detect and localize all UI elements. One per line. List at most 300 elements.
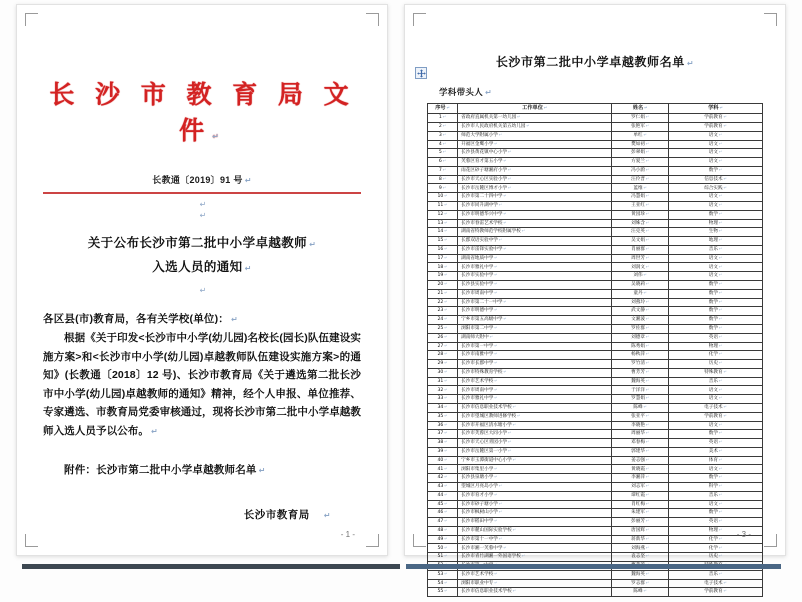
cell-mark: ↵ [503,298,507,304]
cell-name: 罗慧娟↵ [612,395,669,404]
cell-work-unit: 长沙市岳麓区博才小学↵ [458,184,612,193]
cell-mark: ↵ [508,149,512,155]
table-row[interactable] [428,474,763,483]
cell-mark: ↵ [444,342,448,348]
cell-mark: ↵ [498,131,503,137]
crop-mark-top-left [413,13,426,26]
cell-mark: ↵ [498,202,503,208]
cell-mark: ↵ [444,553,448,559]
table-row[interactable] [428,316,763,325]
cell-subject: 语文↵ [669,202,763,211]
blank-line [43,280,361,295]
cell-mark: ↵ [719,237,723,243]
cell-name: 朱建军↵ [612,509,669,518]
cell-mark: ↵ [442,149,447,155]
cell-index: 12↵ [428,210,458,219]
cell-index: 23↵ [428,307,458,316]
document-number [43,173,361,186]
table-row[interactable] [428,360,763,369]
table-row[interactable] [428,254,763,263]
cell-mark: ↵ [498,509,503,515]
cell-index: 38↵ [428,439,458,448]
cell-work-unit: 长沙市雷锋实验中学↵ [458,245,612,254]
cell-index: 34↵ [428,403,458,412]
table-row[interactable] [428,386,763,395]
cell-mark: ↵ [645,509,650,515]
table-move-handle-icon[interactable] [415,67,427,79]
cell-mark: ↵ [494,289,498,295]
cell-subject: 电子技术↵ [669,579,763,588]
table-column-header-3: 学科↵ [669,104,763,114]
cell-mark: ↵ [719,166,723,172]
cell-work-unit: 长沙市实验中学↵ [458,272,612,281]
cell-index: 14↵ [428,228,458,237]
cell-mark: ↵ [526,123,530,129]
cell-name: 刘伟↵ [612,272,669,281]
cell-mark: ↵ [444,281,448,287]
cell-subject: 语文↵ [669,193,763,202]
cell-mark: ↵ [444,237,448,243]
cell-subject: 学前教育↵ [669,412,763,421]
cell-mark: ↵ [645,114,650,120]
cell-index: 49↵ [428,535,458,544]
cell-index: 51↵ [428,553,458,562]
cell-mark: ↵ [494,491,498,497]
table-row[interactable] [428,588,763,597]
cell-name: 刘燕玲↵ [612,298,669,307]
cell-mark: ↵ [444,579,448,585]
table-row[interactable] [428,430,763,439]
cell-name: 刘海燕↵ [612,544,669,553]
cell-index: 15↵ [428,237,458,246]
cell-index: 54↵ [428,579,458,588]
table-row[interactable] [428,149,763,158]
table-row[interactable] [428,465,763,474]
cell-mark: ↵ [508,447,512,453]
cell-index: 20↵ [428,281,458,290]
crop-mark-bottom-left [413,534,426,547]
cell-mark: ↵ [494,263,498,269]
cell-mark: ↵ [444,254,448,260]
table-row[interactable] [428,298,763,307]
cell-mark: ↵ [543,105,548,110]
cell-mark: ↵ [643,184,647,190]
table-row[interactable] [428,272,763,281]
table-row[interactable] [428,237,763,246]
cell-work-unit: 省政府直属机关第一幼儿园↵ [458,114,612,123]
cell-name: 罗志群↵ [612,579,669,588]
cell-mark: ↵ [645,263,650,269]
cell-index: 50↵ [428,544,458,553]
issuer-signature-text: 长沙市教育局 [243,509,310,521]
cell-mark: ↵ [444,518,448,524]
table-row[interactable] [428,158,763,167]
bottom-bar-left [22,564,400,569]
cell-work-unit: 长沙县泉塘小学↵ [458,474,612,483]
table-row[interactable] [428,395,763,404]
cell-mark: ↵ [645,202,650,208]
cell-index: 30↵ [428,368,458,377]
cell-mark: ↵ [723,588,727,594]
table-row[interactable] [428,377,763,386]
cell-work-unit: 长沙市稻田中学↵ [458,518,612,527]
table-row[interactable] [428,289,763,298]
cell-mark: ↵ [723,114,727,120]
cell-name: 吴文娟↵ [612,237,669,246]
cell-mark: ↵ [645,210,650,216]
cell-mark: ↵ [444,483,448,489]
cell-mark: ↵ [645,193,650,199]
table-row[interactable] [428,193,763,202]
cell-subject: 英语↵ [669,518,763,527]
table-row[interactable] [428,570,763,579]
cell-work-unit: 长沙市砂子塘小学↵ [458,500,612,509]
cell-subject: 音乐↵ [669,570,763,579]
cell-name: 彭翠娟↵ [612,149,669,158]
cell-subject: 学前教育↵ [669,122,763,131]
cell-mark: ↵ [645,140,650,146]
table-row[interactable] [428,403,763,412]
table-row[interactable] [428,509,763,518]
cell-work-unit: 长沙市长郡中学↵ [458,360,612,369]
cell-index: 27↵ [428,342,458,351]
table-row[interactable] [428,175,763,184]
cell-mark: ↵ [503,368,507,374]
cell-mark: ↵ [517,412,521,418]
cell-mark: ↵ [494,386,498,392]
cell-mark: ↵ [645,219,650,225]
cell-mark: ↵ [719,307,723,313]
cell-mark: ↵ [723,175,727,181]
cell-mark: ↵ [494,579,498,585]
document-number-text: 长教通〔2019〕91 号 [152,175,243,185]
cell-mark: ↵ [719,360,723,366]
cell-mark: ↵ [442,184,447,190]
cell-mark: ↵ [645,518,650,524]
cell-mark: ↵ [444,289,448,295]
table-row[interactable] [428,281,763,290]
cell-work-unit: 长沙市艺术学校↵ [458,570,612,579]
cell-mark: ↵ [719,465,723,471]
cell-name: 郭建华↵ [612,447,669,456]
cell-work-unit: 望城区月亮岛小学↵ [458,483,612,492]
cell-subject: 地理↵ [669,237,763,246]
cell-work-unit: 长沙市望城区教师进修学校↵ [458,412,612,421]
cell-mark: ↵ [498,483,503,489]
cell-subject: 数学↵ [669,509,763,518]
table-row[interactable] [428,518,763,527]
cell-mark: ↵ [498,237,503,243]
cell-work-unit: 长沙市天心区实验小学↵ [458,175,612,184]
table-row[interactable] [428,412,763,421]
cell-mark: ↵ [719,281,723,287]
cell-mark: ↵ [494,281,498,287]
table-row[interactable] [428,535,763,544]
table-column-header-0: 序号↵ [428,104,458,114]
cell-work-unit: 师范大学附属小学↵ [458,131,612,140]
cell-subject: 数学↵ [669,474,763,483]
cell-work-unit: 长沙市天心区青园小学↵ [458,439,612,448]
cell-name: 杨秋萍↵ [612,351,669,360]
cell-index: 1↵ [428,114,458,123]
crop-mark-top-left [25,13,38,26]
cell-work-unit: 浏阳市职业中专↵ [458,579,612,588]
table-row[interactable] [428,421,763,430]
crop-mark-bottom-right [764,534,777,547]
cell-subject: 数学↵ [669,430,763,439]
cell-mark: ↵ [645,325,650,331]
cell-mark: ↵ [444,193,448,199]
cell-mark: ↵ [645,377,650,383]
cell-work-unit: 长沙市开福区清水塘小学↵ [458,421,612,430]
cell-mark: ↵ [444,395,448,401]
cell-mark: ↵ [719,131,723,137]
cell-mark: ↵ [645,351,650,357]
cell-mark: ↵ [444,474,448,480]
cell-work-unit: 长沙市雅礼中学↵ [458,263,612,272]
paragraph-mark: ↵ [199,200,207,209]
cell-mark: ↵ [719,439,723,445]
cell-mark: ↵ [645,430,650,436]
cell-mark: ↵ [719,509,723,515]
cell-mark: ↵ [719,342,723,348]
cell-name: 陈秀娟↵ [612,342,669,351]
cell-index: 45↵ [428,500,458,509]
paragraph-mark: ↵ [686,59,695,68]
table-row[interactable] [428,122,763,131]
document-page-right[interactable] [404,4,786,595]
cell-mark: ↵ [444,570,448,576]
cell-mark: ↵ [512,404,517,410]
document-title-line-1: 关于公布长沙市第二批中小学卓越教师 [87,236,308,250]
table-row[interactable] [428,553,763,562]
cell-index: 43↵ [428,483,458,492]
cell-mark: ↵ [719,483,723,489]
table-row[interactable] [428,544,763,553]
cell-name: 张艳军↵ [612,122,669,131]
cell-subject: 数学↵ [669,281,763,290]
cell-subject: 语文↵ [669,254,763,263]
cell-work-unit: 长沙市第二十四中学↵ [458,193,612,202]
cell-mark: ↵ [444,509,448,515]
cell-index: 13↵ [428,219,458,228]
cell-mark: ↵ [645,158,650,164]
cell-mark: ↵ [719,518,723,524]
cell-mark: ↵ [494,325,498,331]
teacher-roster-table[interactable] [427,103,763,597]
paragraph-mark: ↵ [199,286,207,295]
cell-index: 32↵ [428,386,458,395]
cell-mark: ↵ [719,325,723,331]
cell-index: 48↵ [428,526,458,535]
cell-index: 11↵ [428,202,458,211]
cell-subject: 信息技术↵ [669,175,763,184]
table-row[interactable] [428,210,763,219]
roster-subheading [439,86,763,98]
cell-mark: ↵ [645,123,650,129]
cell-index: 22↵ [428,298,458,307]
blank-line [43,194,361,209]
cell-subject: 语文↵ [669,149,763,158]
cell-subject: 物理↵ [669,342,763,351]
cell-mark: ↵ [645,281,650,287]
cell-subject: 语文↵ [669,465,763,474]
cell-mark: ↵ [494,465,498,471]
table-row[interactable] [428,500,763,509]
table-row[interactable] [428,456,763,465]
cell-mark: ↵ [444,228,448,234]
cell-mark: ↵ [645,342,650,348]
cell-mark: ↵ [723,404,727,410]
table-row[interactable] [428,579,763,588]
table-row[interactable] [428,324,763,333]
table-row[interactable] [428,368,763,377]
cell-mark: ↵ [645,149,650,155]
cell-name: 刘姝含↵ [612,219,669,228]
cell-subject: 语文↵ [669,386,763,395]
paragraph-mark: ↵ [309,240,317,249]
bottom-bar-right [406,564,781,569]
cell-index: 25↵ [428,324,458,333]
table-row[interactable] [428,333,763,342]
table-row[interactable] [428,219,763,228]
cell-mark: ↵ [444,316,448,322]
cell-work-unit: 长沙市人民政府机关第五幼儿园↵ [458,122,612,131]
cell-mark: ↵ [512,527,517,533]
cell-mark: ↵ [494,351,498,357]
cell-subject: 科学↵ [669,483,763,492]
table-row[interactable] [428,131,763,140]
cell-work-unit: 芙蓉区育才第五小学↵ [458,158,612,167]
cell-mark: ↵ [719,228,723,234]
cell-work-unit: 长沙市明德华兴中学↵ [458,210,612,219]
cell-mark: ↵ [645,527,650,533]
cell-work-unit: 长沙市第一中学↵ [458,342,612,351]
table-row[interactable] [428,228,763,237]
table-row[interactable] [428,202,763,211]
cell-mark: ↵ [719,527,723,533]
cell-mark: ↵ [503,210,507,216]
table-row[interactable] [428,483,763,492]
cell-subject: 英语↵ [669,333,763,342]
paragraph-mark: ↵ [151,426,158,436]
cell-mark: ↵ [719,544,723,550]
cell-mark: ↵ [645,395,650,401]
table-row[interactable] [428,526,763,535]
cell-subject: 物理↵ [669,219,763,228]
cell-subject: 语文↵ [669,395,763,404]
cell-name: 王亚红↵ [612,202,669,211]
table-header-row [428,104,763,114]
attachment-line [43,462,361,477]
table-row[interactable] [428,166,763,175]
attachment-text: 附件：长沙市第二批中小学卓越教师名单 [64,464,257,476]
table-row[interactable] [428,114,763,123]
cell-mark: ↵ [719,474,723,480]
cell-mark: ↵ [508,175,512,181]
cell-work-unit: 长沙市周南中学↵ [458,289,612,298]
cell-mark: ↵ [444,465,448,471]
cell-mark: ↵ [723,412,727,418]
cell-mark: ↵ [444,527,448,533]
cell-work-unit: 长沙县实验中学↵ [458,281,612,290]
cell-index: 44↵ [428,491,458,500]
cell-mark: ↵ [444,456,448,462]
cell-mark: ↵ [645,316,650,322]
cell-work-unit: 长沙市艺术学校↵ [458,377,612,386]
body-paragraph-text: 根据《关于印发<长沙市中小学(幼儿园)名校长(园长)队伍建设实施方案>和<长沙市中小学(幼儿园)卓越教师队伍建设实施方案>的通知》(长教通〔2018〕12 号)、长沙市教育局《关于遴选第二批长沙市中小学(幼儿园)卓越教师的通知》精神，经个人申报、单位推荐、专家遴选、市教育局党委审核通过，现将长沙市第二批中小学卓越教师入选人员予以公布。 [43,332,361,437]
cell-mark: ↵ [719,386,723,392]
cell-mark: ↵ [719,377,723,383]
roster-title [427,53,763,70]
page-number-right: - 3 - [736,530,751,539]
issuer-signature [43,507,361,522]
cell-name: 汪克英↵ [612,228,669,237]
cell-mark: ↵ [645,544,650,550]
cell-mark: ↵ [719,298,723,304]
cell-mark: ↵ [645,368,650,374]
cell-mark: ↵ [442,166,447,172]
cell-name: 张亚平↵ [612,412,669,421]
table-row[interactable] [428,184,763,193]
cell-name: 童丹↵ [612,289,669,298]
cell-mark: ↵ [446,105,450,110]
document-page-left[interactable] [16,4,388,556]
cell-mark: ↵ [645,500,650,506]
cell-name: 周丽华↵ [612,430,669,439]
cell-mark: ↵ [444,535,448,541]
table-row[interactable] [428,439,763,448]
cell-subject: 数学↵ [669,210,763,219]
cell-name: 方爱兰↵ [612,158,669,167]
crop-mark-top-right [366,13,379,26]
cell-mark: ↵ [719,553,723,559]
cell-mark: ↵ [719,395,723,401]
table-row[interactable] [428,447,763,456]
cell-mark: ↵ [512,421,517,427]
cell-work-unit: 长沙市信息职业技术学校↵ [458,403,612,412]
cell-work-unit: 浏阳市第二中学↵ [458,324,612,333]
cell-mark: ↵ [645,412,650,418]
table-row[interactable] [428,263,763,272]
table-row[interactable] [428,245,763,254]
cell-mark: ↵ [444,544,448,550]
table-column-header-2: 姓名↵ [612,104,669,114]
cell-mark: ↵ [645,447,650,453]
table-row[interactable] [428,351,763,360]
cell-mark: ↵ [643,289,647,295]
cell-mark: ↵ [494,342,498,348]
cell-name: 单红↵ [612,131,669,140]
table-row[interactable] [428,307,763,316]
cell-mark: ↵ [645,491,650,497]
cell-index: 6↵ [428,158,458,167]
cell-mark: ↵ [719,193,723,199]
cell-work-unit: 长沙市春雷艺术学校↵ [458,219,612,228]
cell-mark: ↵ [444,588,448,594]
cell-subject: 化学↵ [669,535,763,544]
table-row[interactable] [428,491,763,500]
cell-name: 邓春梅↵ [612,439,669,448]
table-row[interactable] [428,140,763,149]
paragraph-mark: ↵ [244,264,252,273]
paragraph-mark: ↵ [212,132,225,141]
cell-mark: ↵ [503,246,507,252]
table-row[interactable] [428,342,763,351]
cell-mark: ↵ [494,518,498,524]
cell-mark: ↵ [719,456,723,462]
cell-work-unit: 长沙市信息职业技术学校↵ [458,588,612,597]
